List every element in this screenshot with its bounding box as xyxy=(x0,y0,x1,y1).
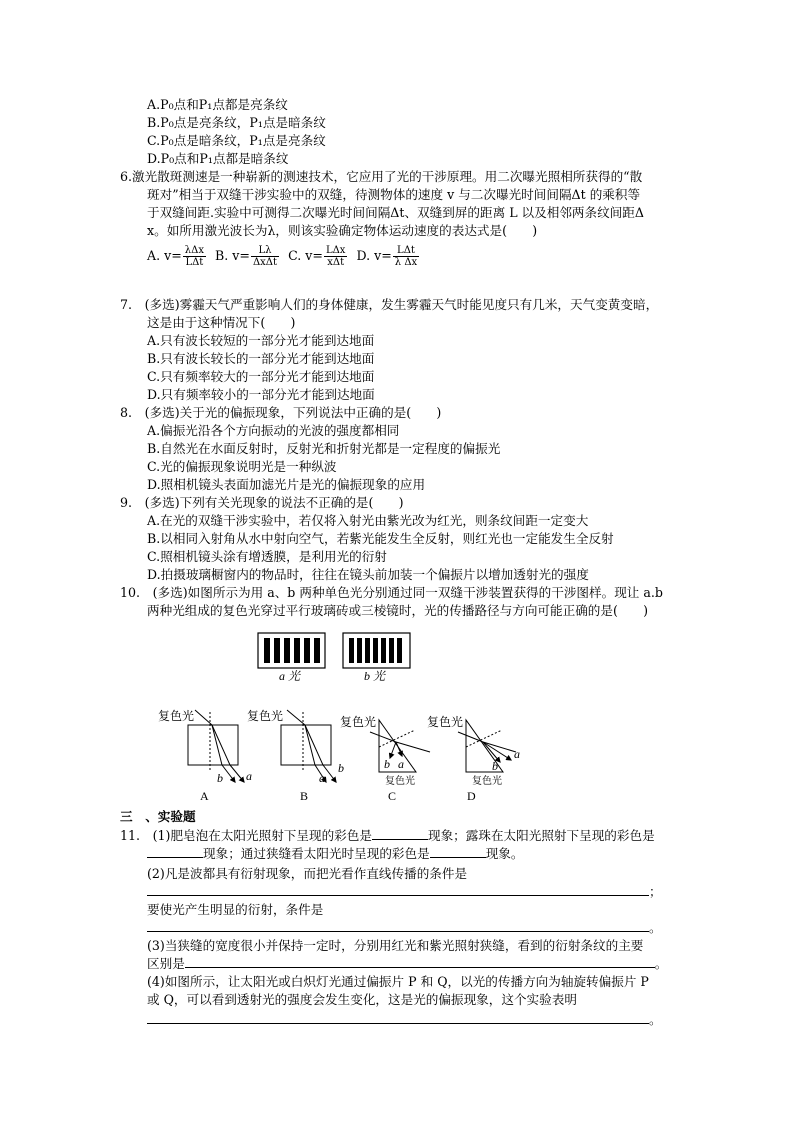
answer-blank[interactable] xyxy=(147,845,203,858)
q11-part-2b-answer: 。 xyxy=(147,919,662,937)
q6-stem-line: 6.激光散斑测速是一种崭新的测速技术，它应用了光的干涉原理。用二次曝光照相所获得的“散 xyxy=(120,169,643,184)
pattern-a xyxy=(258,633,325,683)
option-b-diagram xyxy=(247,708,344,803)
answer-blank[interactable] xyxy=(147,919,649,932)
q10-figure xyxy=(140,622,530,804)
ray-b-label: b xyxy=(384,757,390,771)
pattern-b xyxy=(343,633,410,683)
ray-b-label: b xyxy=(217,771,223,785)
mixed-light-label: 复色光 xyxy=(472,776,502,787)
q9-option-a: A.在光的双缝干涉实验中，若仅将入射光由紫光改为红光，则条纹间距一定变大 xyxy=(147,513,589,528)
mixed-light-label: 复色光 xyxy=(340,715,377,729)
option-d-diagram xyxy=(427,714,520,803)
q11-part-2-answer: ； xyxy=(147,883,662,901)
q9-option-c: C.照相机镜头涂有增透膜，是利用光的衍射 xyxy=(147,549,387,564)
ray-a-label: a xyxy=(398,757,404,771)
q5-option-a: A.P₀点和P₁点都是亮条纹 xyxy=(147,97,288,112)
ray-b-label: b xyxy=(338,761,344,775)
q11-part-3: (3)当狭缝的宽度很小并保持一定时，分别用红光和紫光照射狭缝，看到的衍射条纹的主要 xyxy=(147,938,644,953)
q6-option-d: D. v= $\frac{\text{LΔt}}{\text{λ Δx}}$ xyxy=(356,245,418,268)
option-c-label: C xyxy=(388,789,397,803)
answer-blank[interactable] xyxy=(185,955,655,968)
q6-option-c: C. v= $\frac{\text{LΔx}}{\text{xΔt}}$ xyxy=(288,245,346,268)
section-title: 三 、实验题 xyxy=(120,809,196,824)
answer-blank[interactable] xyxy=(147,1011,649,1024)
q11-part-4b: 或 Q，可以看到透射光的强度会发生变化，这是光的偏振现象，这个实验表明 xyxy=(147,992,577,1007)
q10-stem-line: 两种光组成的复色光穿过平行玻璃砖或三棱镜时，光的传播路径与方向可能正确的是( ) xyxy=(147,603,648,618)
q8-option-b: B.自然光在水面反射时，反射光和折射光都是一定程度的偏振光 xyxy=(147,441,501,456)
ray-a-label: a xyxy=(514,747,520,761)
option-c-diagram xyxy=(340,714,430,803)
pattern-b-label: b 光 xyxy=(364,669,386,683)
q11-part-4: (4)如图所示，让太阳光或白炽灯光通过偏振片 P 和 Q，以光的传播方向为轴旋转偏振片 P xyxy=(147,974,649,989)
q9-stem: 9. (多选)下列有关光现象的说法不正确的是( ) xyxy=(120,495,404,510)
q11-part-4-answer: 。 xyxy=(147,1011,662,1029)
q8-option-a: A.偏振光沿各个方向振动的光波的强度都相同 xyxy=(147,423,400,438)
q7-option-d: D.只有频率较小的一部分光才能到达地面 xyxy=(147,387,375,402)
q8-stem: 8. (多选)关于光的偏振现象，下列说法中正确的是( ) xyxy=(120,405,442,420)
q6-stem-line: 于双缝间距.实验中可测得二次曝光时间间隔Δt、双缝到屏的距离 L 以及相邻两条纹间距Δ xyxy=(147,205,644,220)
q6-stem-line: x。如所用激光波长为λ，则该实验确定物体运动速度的表达式是( ) xyxy=(147,223,538,238)
q6-option-b: B. v= $\frac{L\lambda}{\text{ΔxΔt}}$ xyxy=(215,245,278,268)
ray-a-label: a xyxy=(319,771,325,785)
q7-stem-line: 这是由于这种情况下( ) xyxy=(147,315,296,330)
q7-option-a: A.只有波长较短的一部分光才能到达地面 xyxy=(147,333,375,348)
q6-options xyxy=(147,243,420,269)
pattern-a-label: a 光 xyxy=(279,669,301,683)
q11-part-3-answer: 区别是 。 xyxy=(147,956,668,971)
q5-option-d: D.P₀点和P₁点都是暗条纹 xyxy=(147,151,289,166)
q9-option-b: B.以相同入射角从水中射向空气，若紫光能发生全反射，则红光也一定能发生全反射 xyxy=(147,531,614,546)
ray-b-label: b xyxy=(492,759,498,773)
q10-stem-line: 10. (多选)如图所示为用 a、b 两种单色光分别通过同一双缝干涉装置获得的干涉图样。现让 a.b xyxy=(120,585,663,600)
q7-option-c: C.只有频率较大的一部分光才能到达地面 xyxy=(147,369,375,384)
q11-part-2: (2)凡是波都具有衍射现象，而把光看作直线传播的条件是 xyxy=(147,866,468,881)
q11-line-1: 11. (1)肥皂泡在太阳光照射下呈现的彩色是 现象；露珠在太阳光照射下呈现的彩色是 xyxy=(120,828,655,843)
mixed-light-label: 复色光 xyxy=(158,709,195,723)
option-d-label: D xyxy=(467,789,476,803)
answer-blank[interactable] xyxy=(430,845,486,858)
q9-option-d: D.拍摄玻璃橱窗内的物品时，往往在镜头前加装一个偏振片以增加透射光的强度 xyxy=(147,567,589,582)
q8-option-c: C.光的偏振现象说明光是一种纵波 xyxy=(147,459,337,474)
q11-part-2b: 要使光产生明显的衍射，条件是 xyxy=(147,902,324,917)
option-a-label: A xyxy=(200,789,209,803)
answer-blank[interactable] xyxy=(147,883,649,896)
q5-option-b: B.P₀点是亮条纹，P₁点是暗条纹 xyxy=(147,115,326,130)
mixed-light-label: 复色光 xyxy=(247,709,284,723)
q6-option-a: A. v= $\frac{\text{λΔx}}{\text{LΔt}}$ xyxy=(147,245,204,268)
q11-line-2: 现象；通过狭缝看太阳光时呈现的彩色是 现象。 xyxy=(147,845,523,863)
q7-stem-line: 7. (多选)雾霾天气严重影响人们的身体健康，发生雾霾天气时能见度只有几米，天气变黄变暗， xyxy=(120,297,659,312)
mixed-light-label: 复色光 xyxy=(427,715,464,729)
option-b-label: B xyxy=(300,789,309,803)
mixed-light-label: 复色光 xyxy=(385,776,415,787)
answer-blank[interactable] xyxy=(372,827,428,840)
ray-a-label: a xyxy=(246,769,252,783)
q6-stem-line: 斑对”相当于双缝干涉实验中的双缝，待测物体的速度 v 与二次曝光时间间隔Δt 的乘积等 xyxy=(147,187,641,202)
option-a-diagram xyxy=(158,708,252,803)
q5-option-c: C.P₀点是暗条纹，P₁点是亮条纹 xyxy=(147,133,326,148)
q8-option-d: D.照相机镜头表面加滤光片是光的偏振现象的应用 xyxy=(147,477,426,492)
q7-option-b: B.只有波长较长的一部分光才能到达地面 xyxy=(147,351,375,366)
